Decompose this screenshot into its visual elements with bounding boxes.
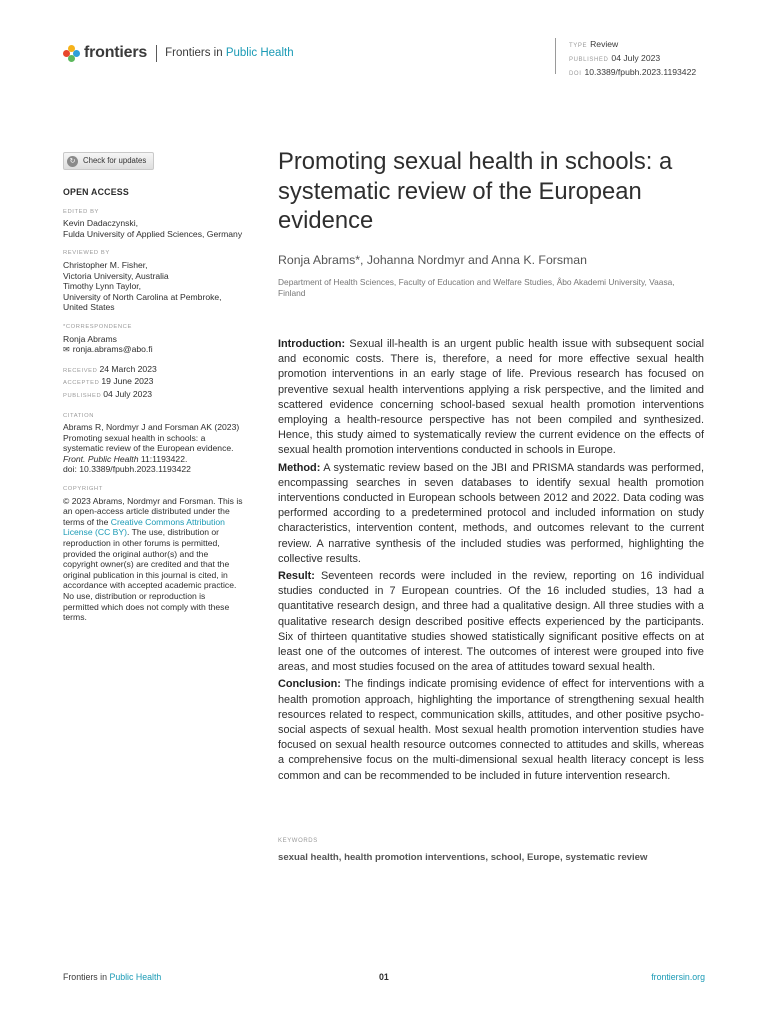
correspondence-name: Ronja Abrams [63,333,117,344]
header-divider [156,45,157,62]
keywords-label: KEYWORDS [278,838,318,844]
abstract-introduction: Introduction: Sexual ill-health is an urgent public health issue with subsequent social and economic costs. There is, therefore, a need for more effective sexual health promotion interventions in an early stage of life. Previous research has focused on preventive sexual health interventions applying a risk perspective, and the limited and scattered evidence concerning school-based sexual health promotion interventions employing a health-resource perspective has not been compiled and synthesized. Hence, this study aimed to systematically review the current evidence on the effects of sexual health promotion interventions conducted in schools in Europe. [278,338,704,457]
reviewed-by-label: REVIEWED BY [63,250,110,257]
journal-header [63,42,294,64]
author-affiliation: Department of Health Sciences, Faculty of Education and Welfare Studies, Åbo Akademi University, Vaasa, Finland [278,277,675,299]
article-title: Promoting sexual health in schools: a systematic review of the European evidence [278,148,673,234]
meta-doi[interactable]: DOI 10.3389/fpubh.2023.1193422 [569,67,697,77]
published-date: PUBLISHED 04 July 2023 [63,388,152,399]
journal-name: Frontiers in Public Health [165,47,294,59]
dates [63,364,263,402]
left-sidebar [63,152,263,623]
abstract-conclusion: Conclusion: The findings indicate promising evidence of effect for interventions with a health promotion approach, highlighting the importance of strengthening sexual health resources related to respect, communication skills, attitudes, and other positive psycho-social aspects of sexual health. Most sexual health promotion intervention studies have focused on sexual health resource outcomes connected to attitudes and skills, whereas a comprehensive focus on the multi-dimensional sexual health literacy concept is less common and can be recommended to be included in future intervention research. [278,678,704,782]
envelope-icon: ✉ [63,345,70,355]
frontiers-logo-icon [63,45,80,62]
page-number: 01 [379,972,389,982]
meta-type: TYPE Review [569,39,619,49]
received-date: RECEIVED 24 March 2023 [63,363,157,374]
article-meta [555,38,697,77]
citation-label: CITATION [63,412,94,419]
open-access-label: OPEN ACCESS [63,187,129,197]
frontiers-logo-text: frontiers [84,44,148,61]
abstract-result: Result: Seventeen records were included in the review, reporting on 16 individual studies conducted in 7 European countries. Of the 16 included studies, 13 had a quantitative research design, and three had a qualitative design. All three studies with a qualitative research design described positive effects experienced by the participants. Six of thirteen quantitative studies showed statistically significant positive effects on at least one of the outcomes of interest. The outcomes of interest were grouped into five areas, and most studies focused on the area of attitudes toward sexual health. [278,570,704,674]
abstract [278,337,704,786]
footer-journal: Frontiers in Public Health [63,972,162,982]
refresh-icon: ↻ [67,156,78,167]
page-footer [63,972,705,984]
article-authors: Ronja Abrams*, Johanna Nordmyr and Anna K. Forsman [278,253,587,267]
meta-published: PUBLISHED 04 July 2023 [569,53,661,63]
copyright-label: COPYRIGHT [63,486,103,493]
abstract-method: Method: A systematic review based on the JBI and PRISMA standards was performed, encompassing searches in seven databases to identify sexual health promotion interventions conducted in European schools between 2012 and 2022. Data coding was performed according to a predetermined protocol and included information on study characteristics, intervention content, methods, and outcomes relevant to the current review. A narrative synthesis of the included studies was performed, highlighting the collective results. [278,461,704,565]
copyright: © 2023 Abrams, Nordmyr and Forsman. This is an open-access article distributed under the terms of the Creative Commons Attribution License (CC BY). The use, distribution or reproduction in other forums is permitted, provided the original author(s) and the copyright owner(s) are credited and that the original publication in this journal is cited, in accordance with accepted academic practice. No use, distribution or reproduction is permitted which does not comply with these terms. [63,495,243,623]
correspondence-email[interactable]: ✉ ronja.abrams@abo.fi [63,344,153,355]
check-for-updates-button[interactable]: ↻ Check for updates [63,152,154,170]
footer-site-link[interactable]: frontiersin.org [651,972,705,982]
citation: Abrams R, Nordmyr J and Forsman AK (2023) Promoting sexual health in schools: a systematic review of the European evidence. Front. Public Health 11:1193422. doi: 10.3389/fpubh.2023.1193422 [63,422,240,475]
correspondence-label: *CORRESPONDENCE [63,323,132,330]
accepted-date: ACCEPTED 19 June 2023 [63,376,154,387]
cc-license-link-cont[interactable]: License (CC BY) [63,527,127,538]
edited-by-label: EDITED BY [63,208,100,215]
keywords: sexual health, health promotion interventions, school, Europe, systematic review [278,852,648,863]
edited-by: Kevin Dadaczynski, Fulda University of Applied Sciences, Germany [63,218,243,239]
cc-license-link[interactable]: Creative Commons Attribution [110,516,225,527]
reviewed-by: Christopher M. Fisher, Victoria University, Australia Timothy Lynn Taylor, University of North Carolina at Pembroke, United States [63,259,222,313]
